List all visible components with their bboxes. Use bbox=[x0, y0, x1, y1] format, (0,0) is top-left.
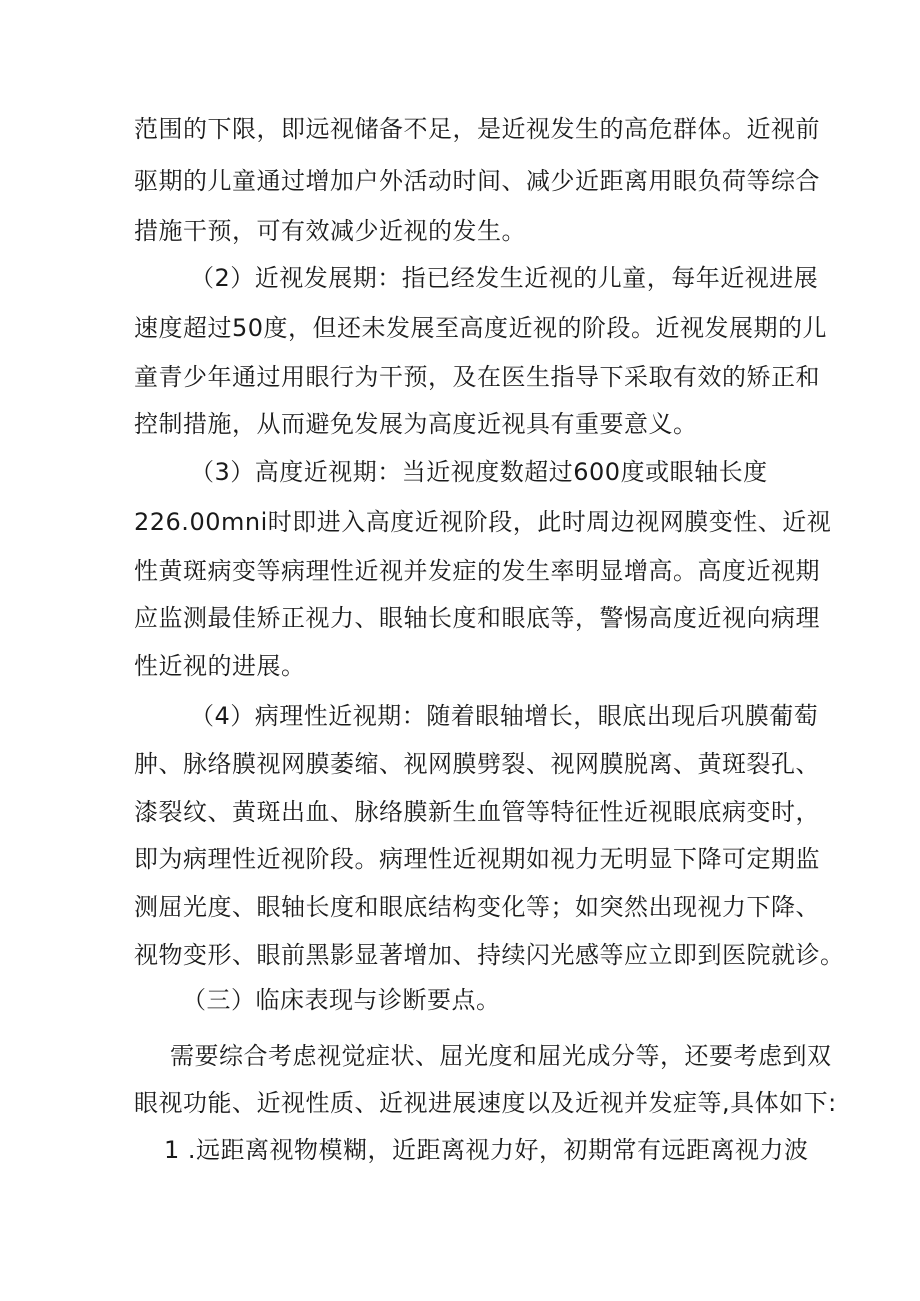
text-line: 肿、脉络膜视网膜萎缩、视网膜劈裂、视网膜脱离、黄斑裂孔、 bbox=[134, 750, 820, 778]
text-line: 即为病理性近视阶段。病理性近视期如视力无明显下降可定期监 bbox=[134, 845, 820, 873]
text-line: 范围的下限，即远视储备不足，是近视发生的高危群体。近视前 bbox=[134, 115, 820, 143]
text-line: 性近视的进展。 bbox=[134, 652, 306, 680]
text-line: 速度超过50度，但还未发展至高度近视的阶段。近视发展期的儿 bbox=[134, 314, 828, 342]
list-item-heading: （4）病理性近视期：随着眼轴增长，眼底出现后巩膜葡萄 bbox=[190, 702, 819, 730]
text-line: 测屈光度、眼轴长度和眼底结构变化等；如突然出现视力下降、 bbox=[134, 893, 820, 921]
list-item-heading: （2）近视发展期：指已经发生近视的儿童，每年近视进展 bbox=[190, 264, 819, 292]
text-line: 驱期的儿童通过增加户外活动时间、减少近距离用眼负荷等综合 bbox=[134, 167, 820, 195]
text-line: 漆裂纹、黄斑出血、脉络膜新生血管等特征性近视眼底病变时， bbox=[134, 798, 820, 826]
text-line: 童青少年通过用眼行为干预，及在医生指导下采取有效的矫正和 bbox=[134, 363, 820, 391]
text-line: 需要综合考虑视觉症状、屈光度和屈光成分等，还要考虑到双 bbox=[170, 1042, 832, 1070]
list-item-heading: （3）高度近视期：当近视度数超过600度或眼轴长度 bbox=[190, 458, 768, 486]
text-line: 视物变形、眼前黑影显著增加、持续闪光感等应立即到医院就诊。 bbox=[134, 941, 845, 969]
text-line: 眼视功能、近视性质、近视进展速度以及近视并发症等,具体如下: bbox=[134, 1089, 837, 1117]
list-item: 1 .远距离视物模糊，近距离视力好，初期常有远距离视力波 bbox=[164, 1136, 809, 1164]
text-line: 应监测最佳矫正视力、眼轴长度和眼底等，警惕高度近视向病理 bbox=[134, 604, 820, 632]
text-line: 226.00mni时即进入高度近视阶段，此时周边视网膜变性、近视 bbox=[134, 508, 832, 536]
text-line: 性黄斑病变等病理性近视并发症的发生率明显增高。高度近视期 bbox=[134, 557, 820, 585]
text-line: 措施干预，可有效减少近视的发生。 bbox=[134, 217, 526, 245]
text-line: 控制措施，从而避免发展为高度近视具有重要意义。 bbox=[134, 410, 698, 438]
section-heading: （三）临床表现与诊断要点。 bbox=[182, 986, 501, 1014]
